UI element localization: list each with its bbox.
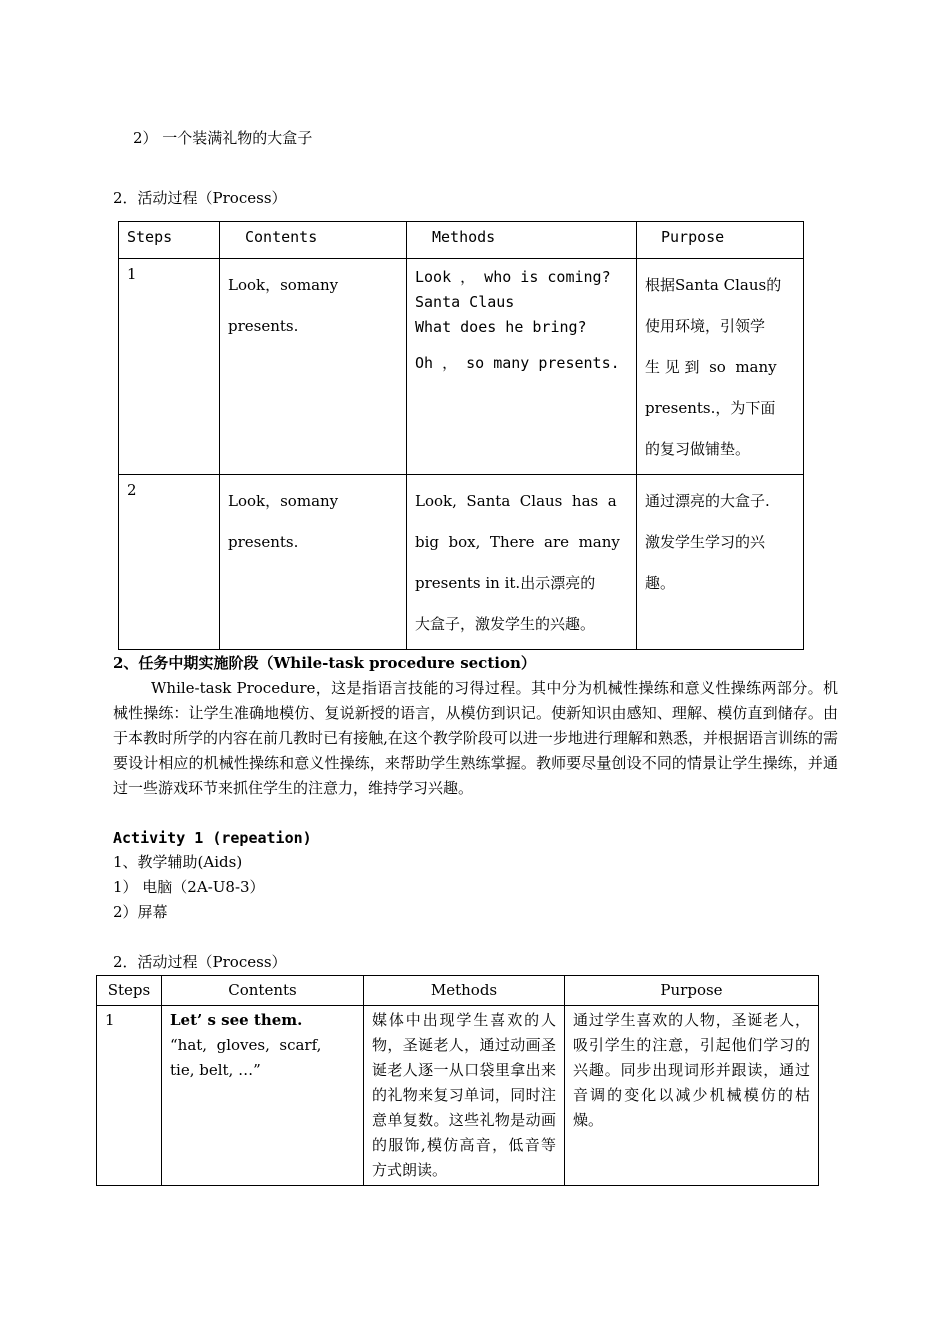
contents-cell	[220, 475, 407, 650]
methods-line: Santa Claus	[415, 293, 515, 311]
methods-cell: 媒体中出现学生喜欢的人物，圣诞老人，通过动画圣诞老人逐一从口袋里拿出来的礼物来复习单词，同时注意单复数。这些礼物是动画的服饰,模仿高音，低音等方式朗读。	[364, 1006, 565, 1186]
aids-heading: 1、教学辅助(Aids)	[113, 853, 243, 871]
contents-cell	[162, 1006, 364, 1186]
header-steps: Steps	[97, 976, 162, 1006]
paragraph-text: While-task Procedure，这是指语言技能的习得过程。其中分为机械性操练和意义性操练两部分。机械性操练：让学生准确地模仿、复说新授的语言，从模仿到识记。使新知识由感知、理解、模仿直到储存。由于本教时所学的内容在前几教时已有接触,在这个教学阶段可以进一步地进行理解和熟悉，并根据语言训练的需要设计相应的机械性操练和意义性操练，来帮助学生熟练掌握。教师要尽量创设不同的情景让学生操练，并通过一些游戏环节来抓住学生的注意力，维持学习兴趣。	[113, 679, 838, 797]
contents-line: tie, belt, …”	[170, 1061, 261, 1079]
purpose-line: 使用环境，引领学	[645, 317, 766, 335]
step-cell: 1	[119, 259, 220, 475]
purpose-line: 的复习做铺垫。	[645, 440, 751, 458]
contents-line: presents.	[228, 317, 299, 335]
methods-line: Look ， who is coming?	[415, 268, 611, 286]
contents-line: Look，somany	[228, 492, 339, 510]
activity-title: Activity 1 (repeation)	[113, 829, 312, 847]
methods-line: Oh ， so many presents.	[415, 354, 620, 372]
aids-item: 2）屏幕	[113, 903, 168, 921]
contents-cell	[220, 259, 407, 475]
process-heading-2: 2．活动过程（Process）	[113, 953, 287, 971]
table-header-row	[97, 976, 819, 1006]
methods-cell	[407, 475, 637, 650]
purpose-line: presents.，为下面	[645, 399, 776, 417]
purpose-line: 生 见 到 so many	[645, 358, 777, 376]
process-table-1	[118, 221, 804, 650]
table-row	[119, 475, 804, 650]
header-methods: Methods	[364, 976, 565, 1006]
process-heading-1: 2．活动过程（Process）	[113, 189, 287, 207]
section-heading: 2、任务中期实施阶段（While-task procedure section）	[113, 654, 536, 672]
body-paragraph	[113, 676, 838, 801]
methods-line: presents in it.出示漂亮的	[415, 574, 596, 592]
methods-line: 大盒子，激发学生的兴趣。	[415, 615, 596, 633]
process-table-2	[96, 975, 819, 1186]
top-item: 2） 一个装满礼物的大盒子	[133, 129, 313, 147]
purpose-cell	[637, 475, 804, 650]
table-row	[97, 1006, 819, 1186]
purpose-line: 通过漂亮的大盒子.	[645, 492, 770, 510]
purpose-line: 激发学生学习的兴	[645, 533, 766, 551]
methods-cell	[407, 259, 637, 475]
purpose-cell	[637, 259, 804, 475]
step-cell: 1	[97, 1006, 162, 1186]
table-row	[119, 259, 804, 475]
header-steps: Steps	[119, 222, 220, 259]
header-contents: Contents	[220, 222, 407, 259]
purpose-line: 趣。	[645, 574, 676, 592]
header-purpose: Purpose	[637, 222, 804, 259]
purpose-cell: 通过学生喜欢的人物，圣诞老人，吸引学生的注意，引起他们学习的兴趣。同步出现词形并跟读，通过音调的变化以减少机械模仿的枯燥。	[565, 1006, 819, 1186]
header-contents: Contents	[162, 976, 364, 1006]
contents-line: “hat, gloves, scarf,	[170, 1036, 322, 1054]
methods-line: What does he bring?	[415, 318, 587, 336]
contents-title: Let’ s see them.	[170, 1011, 303, 1029]
methods-line: Look, Santa Claus has a	[415, 492, 617, 510]
table-header-row	[119, 222, 804, 259]
purpose-line: 根据Santa Claus的	[645, 276, 782, 294]
aids-item: 1） 电脑（2A-U8-3）	[113, 878, 265, 896]
contents-line: Look，somany	[228, 276, 339, 294]
methods-line: big box, There are many	[415, 533, 620, 551]
step-cell: 2	[119, 475, 220, 650]
contents-line: presents.	[228, 533, 299, 551]
header-purpose: Purpose	[565, 976, 819, 1006]
header-methods: Methods	[407, 222, 637, 259]
